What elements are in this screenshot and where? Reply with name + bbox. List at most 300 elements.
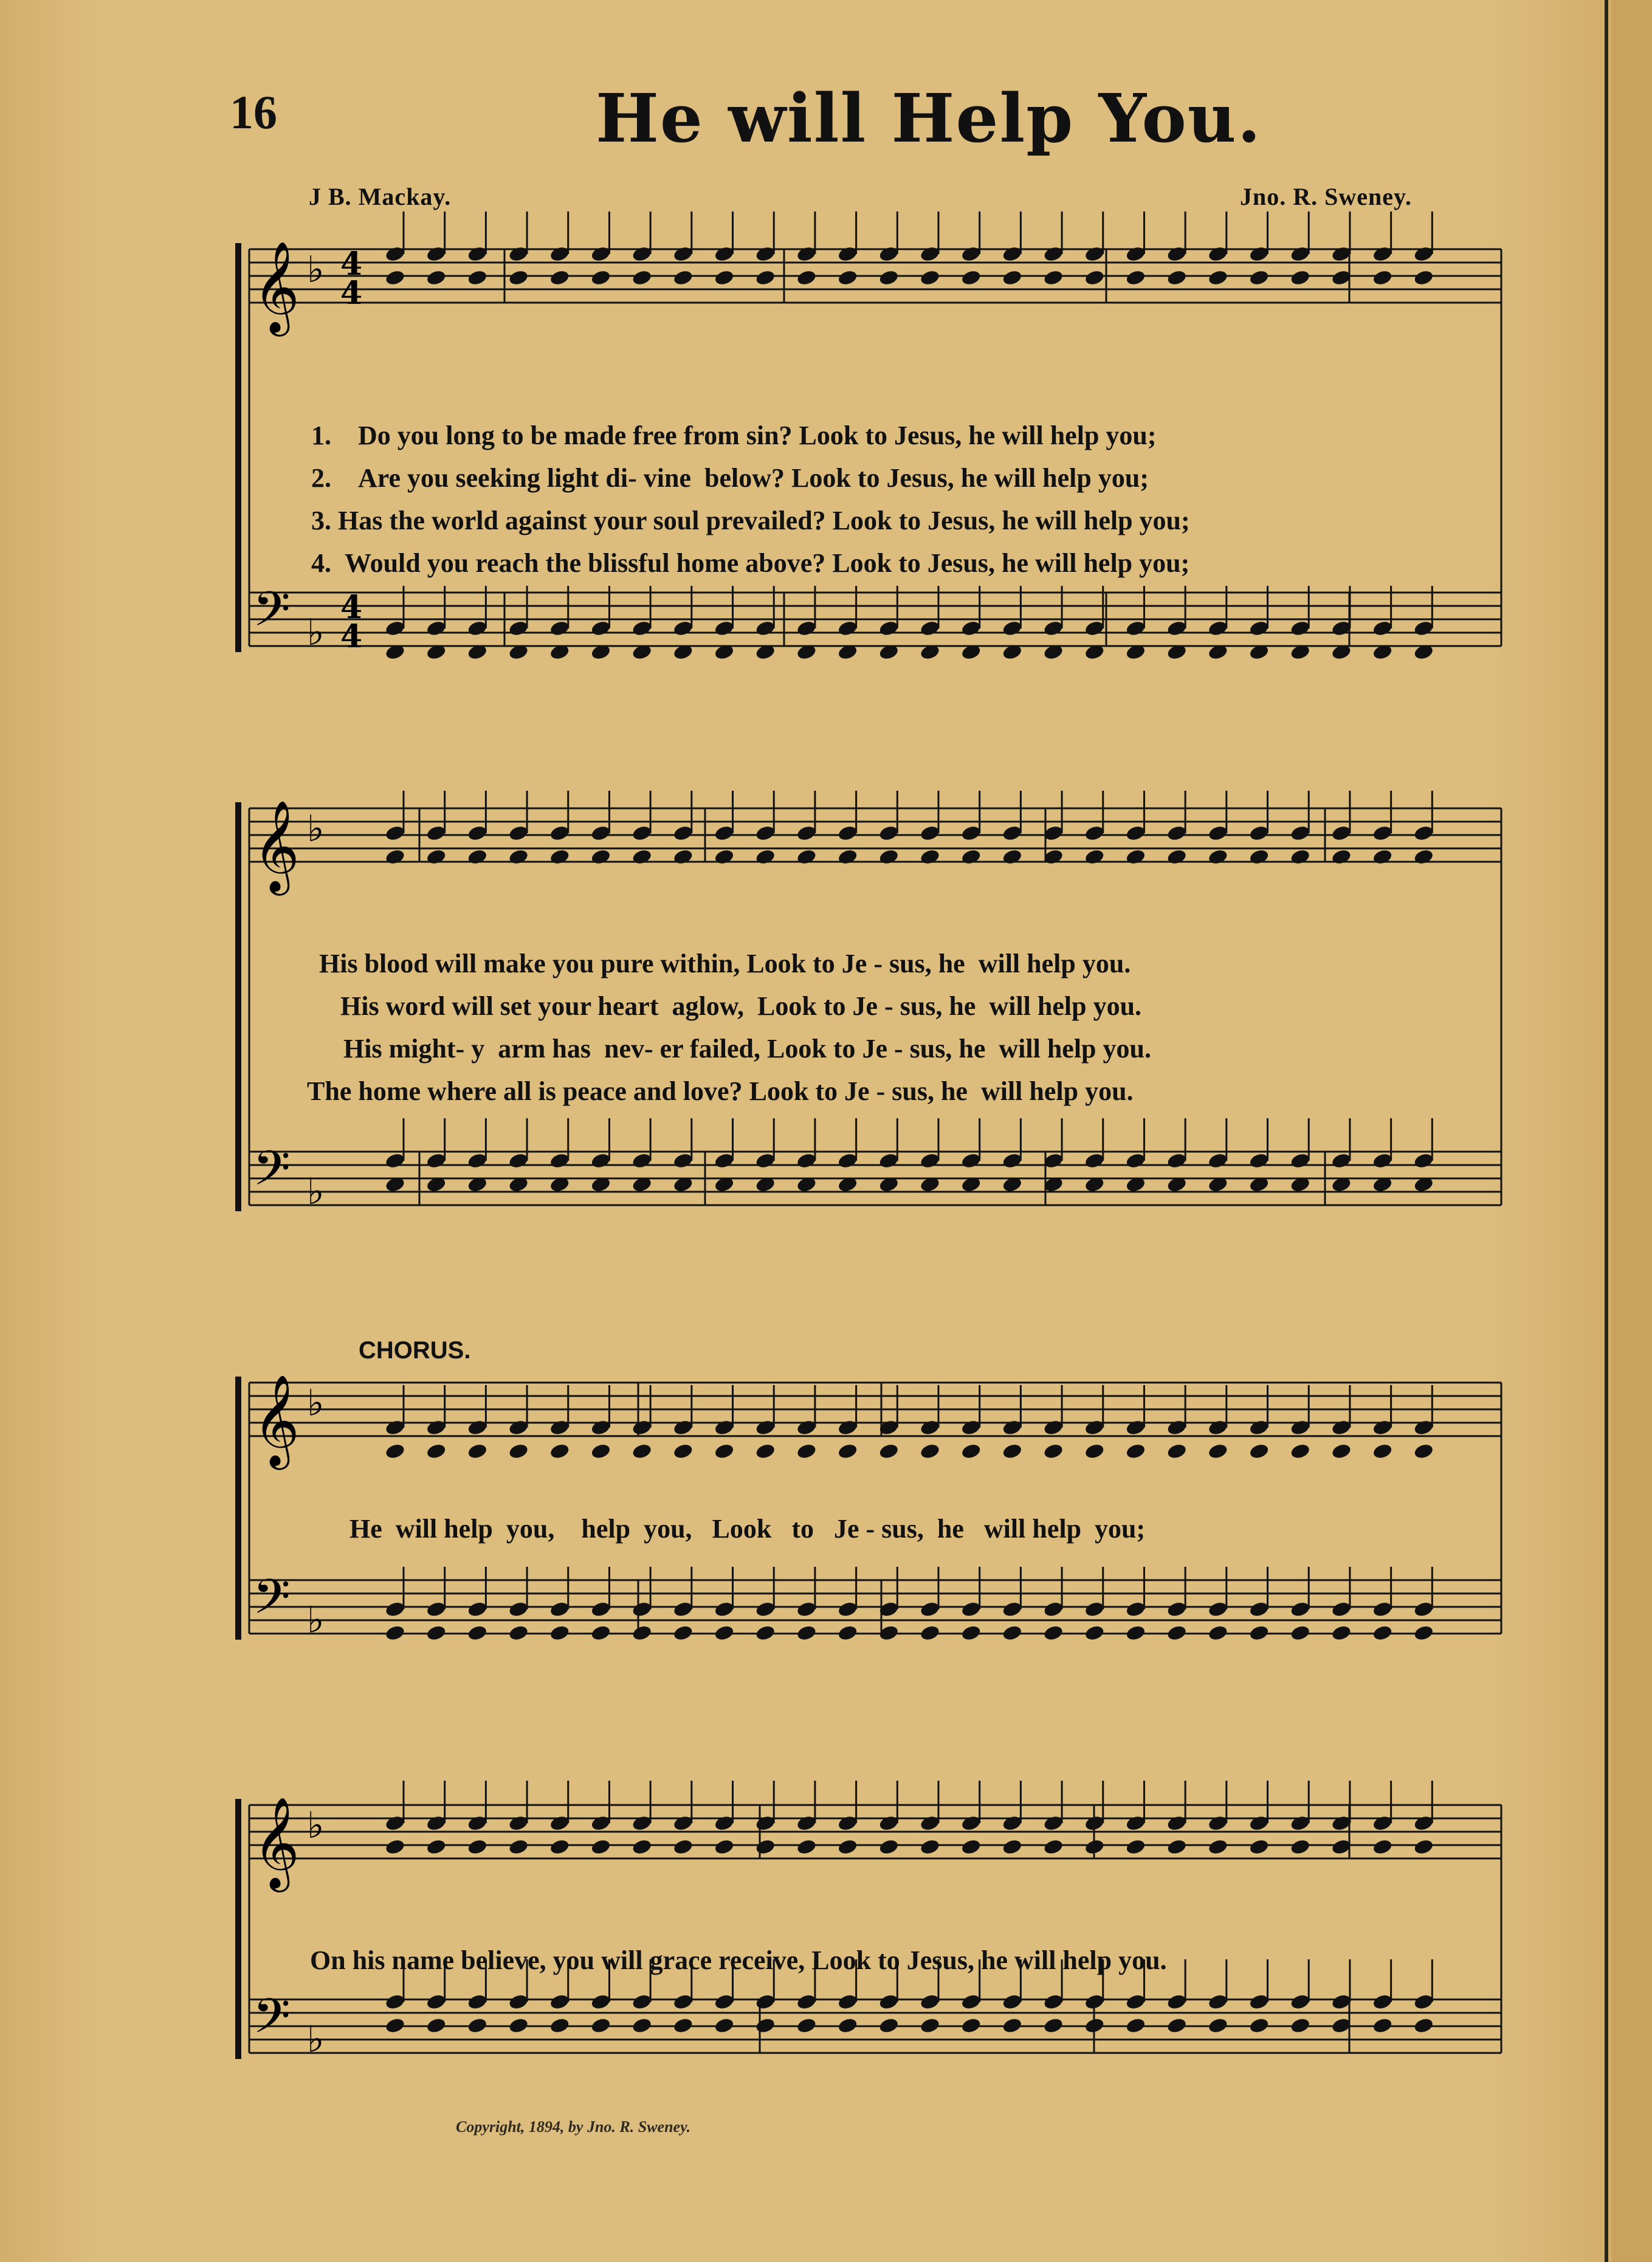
time-signature-top: 4: [340, 246, 363, 283]
note-head: [508, 1814, 529, 1832]
note-head: [919, 1838, 940, 1855]
note-head: [672, 1600, 693, 1618]
note-head: [1290, 2016, 1311, 2034]
note-head: [672, 1418, 693, 1436]
note-head: [1002, 1418, 1023, 1436]
note-head: [467, 1814, 488, 1832]
note-head: [384, 1814, 405, 1832]
treble-clef: 𝄞: [253, 240, 300, 332]
note-head: [1372, 1152, 1393, 1169]
note-head: [632, 824, 653, 842]
note-head: [384, 245, 405, 263]
note-head: [919, 1152, 940, 1169]
treble-clef: 𝄞: [253, 1373, 300, 1466]
note-head: [1372, 848, 1393, 865]
note-head: [1290, 824, 1311, 842]
note-head: [878, 1814, 900, 1832]
note-head: [1207, 1600, 1228, 1618]
note-head: [1207, 1993, 1228, 2010]
note-head: [1084, 1418, 1105, 1436]
verse-text: Are you seeking light di- vine below? Look to Jesus, he will help you;: [358, 463, 1149, 493]
time-signature-bottom: 4: [340, 618, 363, 655]
note-head: [1207, 1418, 1228, 1436]
note-head: [632, 848, 653, 865]
note-head: [1372, 245, 1393, 263]
note-head: [755, 1600, 776, 1618]
note-head: [384, 1624, 405, 1641]
bass-clef: 𝄢: [253, 1140, 291, 1208]
note-head: [508, 269, 529, 286]
note-head: [714, 1442, 735, 1460]
composer-credit: Jno. R. Sweney.: [1240, 183, 1412, 210]
note-head: [467, 824, 488, 842]
note-head: [1330, 1600, 1352, 1618]
note-head: [1084, 1993, 1105, 2010]
note-head: [1166, 1442, 1188, 1460]
note-head: [549, 1418, 570, 1436]
note-head: [467, 1418, 488, 1436]
note-head: [1166, 824, 1188, 842]
note-head: [508, 619, 529, 637]
note-head: [672, 245, 693, 263]
note-head: [1413, 1442, 1434, 1460]
key-signature-flat: ♭: [307, 611, 325, 654]
note-head: [549, 1838, 570, 1855]
verse-text: Would you reach the blissful home above? Look to Jesus, he will help you;: [345, 548, 1190, 578]
note-head: [1002, 619, 1023, 637]
note-head: [467, 1600, 488, 1618]
time-signature-top: 4: [340, 589, 363, 626]
note-head: [1125, 848, 1146, 865]
note-head: [1290, 245, 1311, 263]
note-head: [919, 1600, 940, 1618]
note-head: [1207, 1814, 1228, 1832]
note-head: [467, 619, 488, 637]
note-head: [1248, 2016, 1270, 2034]
note-head: [1372, 1838, 1393, 1855]
note-head: [425, 619, 447, 637]
note-head: [1248, 1442, 1270, 1460]
note-head: [796, 1814, 817, 1832]
chorus-line-1: He will help you, help you, Look to Je - sus, he will help you;: [349, 1514, 1146, 1544]
treble-clef: 𝄞: [253, 799, 300, 892]
note-head: [549, 619, 570, 637]
note-head: [1043, 619, 1064, 637]
note-head: [508, 1993, 529, 2010]
note-head: [672, 1838, 693, 1855]
note-head: [549, 1993, 570, 2010]
note-head: [960, 1993, 982, 2010]
note-head: [1330, 1418, 1352, 1436]
note-head: [384, 1600, 405, 1618]
note-head: [1166, 1814, 1188, 1832]
note-head: [1413, 1993, 1434, 2010]
bass-clef: 𝄢: [253, 581, 291, 649]
note-head: [960, 1152, 982, 1169]
note-head: [714, 1418, 735, 1436]
note-head: [1207, 269, 1228, 286]
note-head: [590, 848, 611, 865]
note-head: [1043, 1600, 1064, 1618]
note-head: [425, 848, 447, 865]
note-head: [714, 245, 735, 263]
note-head: [549, 1442, 570, 1460]
note-head: [1166, 1600, 1188, 1618]
note-head: [384, 1993, 405, 2010]
note-head: [796, 1993, 817, 2010]
note-head: [1043, 1838, 1064, 1855]
note-head: [1043, 2016, 1064, 2034]
verse-number: 1.: [311, 421, 331, 450]
verse-text: Do you long to be made free from sin? Look to Jesus, he will help you;: [358, 421, 1157, 450]
note-head: [1084, 1152, 1105, 1169]
note-head: [1330, 824, 1352, 842]
note-head: [878, 824, 900, 842]
note-head: [549, 1152, 570, 1169]
note-head: [508, 1838, 529, 1855]
note-head: [919, 619, 940, 637]
note-head: [508, 848, 529, 865]
note-head: [755, 619, 776, 637]
note-head: [632, 2016, 653, 2034]
note-head: [1125, 1442, 1146, 1460]
note-head: [755, 1624, 776, 1641]
note-head: [1125, 1814, 1146, 1832]
note-head: [467, 1152, 488, 1169]
verse-4-line-2: The home where all is peace and love? Look to Je - sus, he will help you.: [307, 1076, 1134, 1106]
note-head: [467, 2016, 488, 2034]
note-head: [1248, 245, 1270, 263]
note-head: [1290, 619, 1311, 637]
note-head: [384, 824, 405, 842]
note-head: [1248, 619, 1270, 637]
note-head: [1248, 848, 1270, 865]
note-head: [1043, 1418, 1064, 1436]
key-signature-flat: ♭: [307, 1804, 325, 1847]
verse-number: 3.: [311, 506, 331, 535]
note-head: [1207, 245, 1228, 263]
note-head: [1125, 245, 1146, 263]
key-signature-flat: ♭: [307, 1171, 325, 1213]
note-head: [1248, 269, 1270, 286]
note-head: [1125, 824, 1146, 842]
note-head: [714, 619, 735, 637]
note-head: [1207, 1152, 1228, 1169]
lyricist-credit: J B. Mackay.: [309, 183, 452, 210]
note-head: [384, 619, 405, 637]
key-signature-flat: ♭: [307, 1382, 325, 1425]
verse-2-line-2: His word will set your heart aglow, Look to Je - sus, he will help you.: [340, 991, 1142, 1021]
note-head: [425, 1600, 447, 1618]
note-head: [632, 1418, 653, 1436]
note-head: [632, 269, 653, 286]
verse-number: 4.: [311, 548, 331, 578]
note-head: [1207, 619, 1228, 637]
note-head: [1248, 1993, 1270, 2010]
note-head: [796, 1624, 817, 1641]
note-head: [425, 1418, 447, 1436]
note-head: [1372, 1442, 1393, 1460]
note-head: [384, 1838, 405, 1855]
note-head: [425, 824, 447, 842]
note-head: [919, 848, 940, 865]
note-head: [672, 824, 693, 842]
note-head: [1413, 245, 1434, 263]
note-head: [1330, 1152, 1352, 1169]
note-head: [796, 1418, 817, 1436]
note-head: [590, 1152, 611, 1169]
note-head: [1125, 1600, 1146, 1618]
note-head: [1166, 2016, 1188, 2034]
note-head: [672, 1814, 693, 1832]
note-head: [1002, 1993, 1023, 2010]
note-head: [1084, 1442, 1105, 1460]
note-head: [714, 2016, 735, 2034]
note-head: [1043, 1993, 1064, 2010]
key-signature-flat: ♭: [307, 2018, 325, 2061]
note-head: [425, 1814, 447, 1832]
note-head: [1413, 619, 1434, 637]
note-head: [1290, 1624, 1311, 1641]
note-head: [632, 619, 653, 637]
note-head: [1290, 1600, 1311, 1618]
note-head: [1413, 1814, 1434, 1832]
note-head: [755, 1838, 776, 1855]
bass-clef: 𝄢: [253, 1569, 291, 1637]
note-head: [878, 1442, 900, 1460]
note-head: [919, 1993, 940, 2010]
key-signature-flat: ♭: [307, 249, 325, 291]
note-head: [1166, 1993, 1188, 2010]
note-head: [384, 269, 405, 286]
note-head: [1166, 619, 1188, 637]
note-head: [1413, 824, 1434, 842]
treble-clef: 𝄞: [253, 1796, 300, 1888]
note-head: [919, 2016, 940, 2034]
note-head: [1043, 245, 1064, 263]
note-head: [1002, 1152, 1023, 1169]
note-head: [508, 824, 529, 842]
note-head: [960, 1442, 982, 1460]
note-head: [837, 245, 858, 263]
note-head: [1413, 1624, 1434, 1641]
note-head: [1330, 848, 1352, 865]
note-head: [672, 619, 693, 637]
note-head: [1413, 1600, 1434, 1618]
note-head: [1413, 1152, 1434, 1169]
note-head: [1248, 824, 1270, 842]
note-head: [508, 1442, 529, 1460]
note-head: [1372, 1993, 1393, 2010]
note-head: [796, 2016, 817, 2034]
note-head: [960, 619, 982, 637]
note-head: [1125, 1418, 1146, 1436]
note-head: [755, 245, 776, 263]
note-head: [508, 1152, 529, 1169]
verse-number: 2.: [311, 463, 331, 493]
note-head: [1372, 1624, 1393, 1641]
verse-3-line-2: His might- y arm has nev- er failed, Look to Je - sus, he will help you.: [343, 1034, 1152, 1064]
note-head: [919, 1442, 940, 1460]
note-head: [796, 1152, 817, 1169]
note-head: [1002, 848, 1023, 865]
note-head: [632, 1442, 653, 1460]
key-signature-flat: ♭: [307, 808, 325, 850]
note-head: [672, 1993, 693, 2010]
note-head: [796, 1838, 817, 1855]
note-head: [1207, 1442, 1228, 1460]
note-head: [1125, 1838, 1146, 1855]
note-head: [878, 245, 900, 263]
note-head: [1290, 1814, 1311, 1832]
note-head: [1084, 1838, 1105, 1855]
note-head: [1290, 1442, 1311, 1460]
note-head: [837, 1152, 858, 1169]
note-head: [632, 1993, 653, 2010]
note-head: [1413, 2016, 1434, 2034]
note-head: [467, 1624, 488, 1641]
note-head: [960, 1624, 982, 1641]
note-head: [1043, 1442, 1064, 1460]
note-head: [1290, 1838, 1311, 1855]
note-head: [549, 269, 570, 286]
note-head: [1084, 1600, 1105, 1618]
note-head: [1166, 1624, 1188, 1641]
note-head: [632, 1838, 653, 1855]
note-head: [755, 1418, 776, 1436]
note-head: [1372, 824, 1393, 842]
note-head: [960, 824, 982, 842]
note-head: [755, 1814, 776, 1832]
note-head: [1125, 619, 1146, 637]
note-head: [425, 1152, 447, 1169]
note-head: [1166, 848, 1188, 865]
note-head: [590, 1600, 611, 1618]
note-head: [549, 1600, 570, 1618]
note-head: [919, 1418, 940, 1436]
note-head: [632, 1814, 653, 1832]
note-head: [1290, 1152, 1311, 1169]
note-head: [425, 269, 447, 286]
note-head: [384, 2016, 405, 2034]
note-head: [590, 1418, 611, 1436]
note-head: [837, 1442, 858, 1460]
note-head: [1372, 619, 1393, 637]
note-head: [796, 1442, 817, 1460]
note-head: [1290, 1993, 1311, 2010]
note-head: [590, 619, 611, 637]
note-head: [467, 848, 488, 865]
note-head: [467, 1838, 488, 1855]
note-head: [755, 269, 776, 286]
note-head: [714, 1993, 735, 2010]
note-head: [714, 1152, 735, 1169]
note-head: [878, 848, 900, 865]
note-head: [672, 1442, 693, 1460]
note-head: [1413, 1418, 1434, 1436]
note-head: [590, 269, 611, 286]
note-head: [837, 1624, 858, 1641]
note-head: [796, 619, 817, 637]
note-head: [467, 1442, 488, 1460]
note-head: [508, 1624, 529, 1641]
note-head: [960, 1814, 982, 1832]
note-head: [384, 1152, 405, 1169]
note-head: [919, 824, 940, 842]
note-head: [1207, 2016, 1228, 2034]
note-head: [919, 245, 940, 263]
note-head: [796, 848, 817, 865]
note-head: [1166, 1838, 1188, 1855]
note-head: [960, 848, 982, 865]
note-head: [837, 269, 858, 286]
note-head: [714, 848, 735, 865]
note-head: [878, 269, 900, 286]
hymn-title: He will Help You.: [596, 79, 1262, 157]
page-number: 16: [230, 86, 277, 139]
note-head: [1166, 269, 1188, 286]
note-head: [1166, 1152, 1188, 1169]
chorus-label: CHORUS.: [359, 1337, 471, 1364]
note-head: [755, 1442, 776, 1460]
bass-clef: 𝄢: [253, 1988, 291, 2056]
note-head: [508, 1418, 529, 1436]
note-head: [714, 1814, 735, 1832]
note-head: [590, 1838, 611, 1855]
note-head: [425, 1993, 447, 2010]
note-head: [878, 1993, 900, 2010]
note-head: [549, 824, 570, 842]
note-head: [1413, 848, 1434, 865]
note-head: [590, 1442, 611, 1460]
verse-4-line-1: [298, 517, 1189, 579]
note-head: [632, 245, 653, 263]
note-head: [714, 1838, 735, 1855]
note-head: [1207, 848, 1228, 865]
note-head: [714, 824, 735, 842]
note-head: [632, 1600, 653, 1618]
note-head: [960, 245, 982, 263]
note-head: [1248, 1814, 1270, 1832]
key-signature-flat: ♭: [307, 1599, 325, 1641]
note-head: [549, 1624, 570, 1641]
note-head: [755, 848, 776, 865]
note-head: [1002, 2016, 1023, 2034]
note-head: [1084, 1814, 1105, 1832]
note-head: [590, 1814, 611, 1832]
note-head: [714, 1624, 735, 1641]
note-head: [1372, 2016, 1393, 2034]
note-head: [1207, 824, 1228, 842]
note-head: [1125, 2016, 1146, 2034]
note-head: [1002, 1814, 1023, 1832]
note-head: [1002, 1442, 1023, 1460]
note-head: [1166, 245, 1188, 263]
note-head: [960, 1838, 982, 1855]
note-head: [837, 848, 858, 865]
note-head: [384, 848, 405, 865]
note-head: [1002, 245, 1023, 263]
note-head: [960, 1418, 982, 1436]
note-head: [1084, 1624, 1105, 1641]
verse-text: Has the world against your soul prevailed? Look to Jesus, he will help you;: [338, 506, 1190, 535]
note-head: [1207, 1838, 1228, 1855]
note-head: [590, 824, 611, 842]
note-head: [1043, 1814, 1064, 1832]
note-head: [1248, 1624, 1270, 1641]
note-head: [1125, 269, 1146, 286]
note-head: [837, 2016, 858, 2034]
